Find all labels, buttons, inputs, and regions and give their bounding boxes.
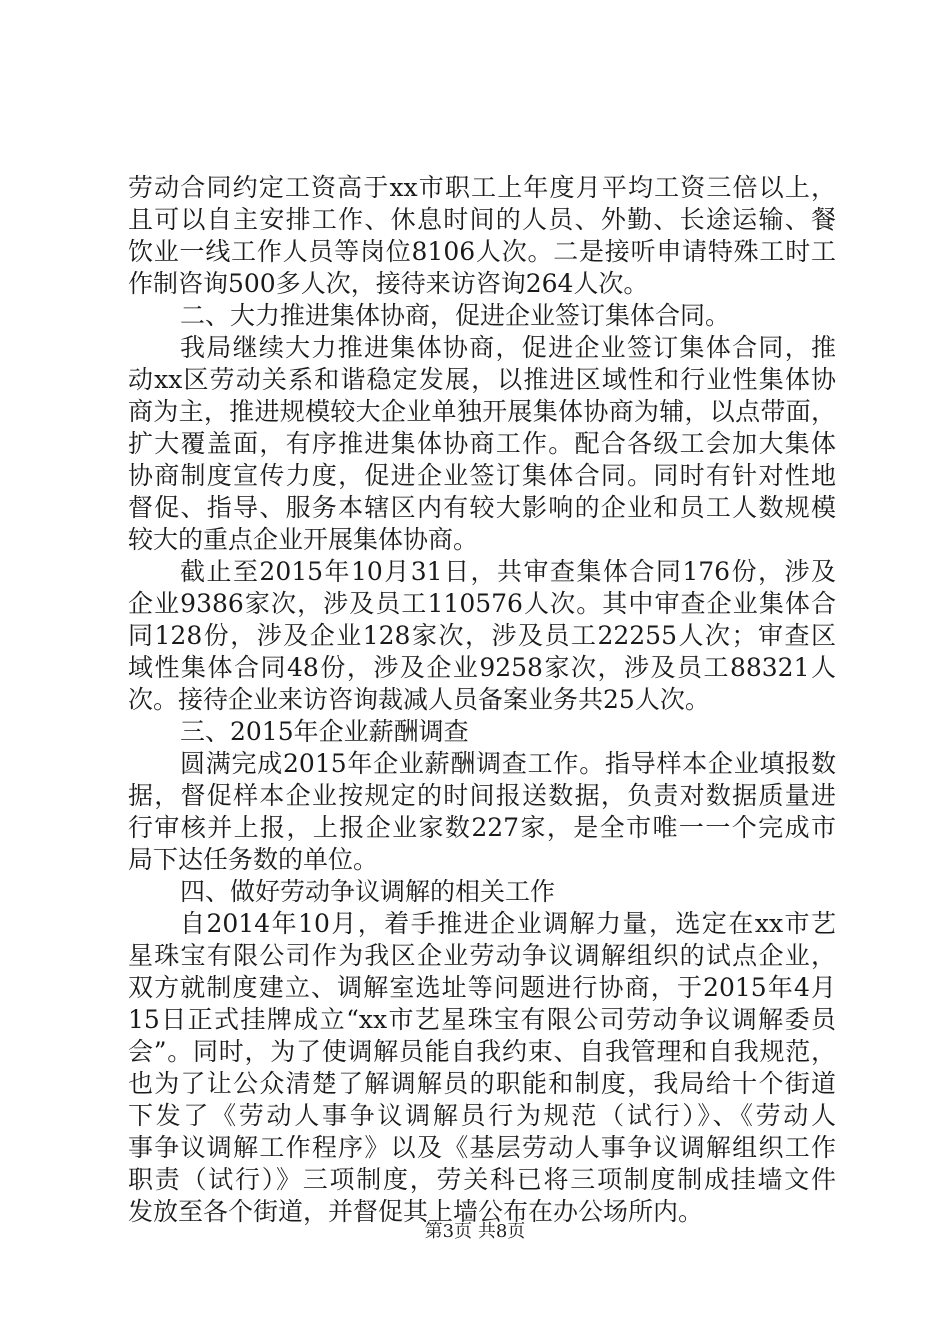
text-line: 且可以自主安排工作、休息时间的人员、外勤、长途运输、餐 xyxy=(128,205,836,234)
text-line: 企业9386家次，涉及员工110576人次。其中审查企业集体合 xyxy=(128,589,836,618)
document-body xyxy=(128,172,836,1228)
text-line: 自2014年10月，着手推进企业调解力量，选定在xx市艺 xyxy=(180,909,836,938)
text-line: 扩大覆盖面，有序推进集体协商工作。配合各级工会加大集体 xyxy=(128,429,836,458)
text-line: 较大的重点企业开展集体协商。 xyxy=(128,525,479,554)
text-line: 同128份，涉及企业128家次，涉及员工22255人次；审查区 xyxy=(128,621,836,650)
text-line: 截止至2015年10月31日，共审查集体合同176份，涉及 xyxy=(180,557,836,586)
text-line: 督促、指导、服务本辖区内有较大影响的企业和员工人数规模 xyxy=(128,493,836,522)
text-line: 作制咨询500多人次，接待来访咨询264人次。 xyxy=(128,269,649,298)
text-line: 劳动合同约定工资高于xx市职工上年度月平均工资三倍以上， xyxy=(128,173,836,202)
text-line: 发放至各个街道，并督促其上墙公布在办公场所内。 xyxy=(128,1197,704,1226)
text-line: 下发了《劳动人事争议调解员行为规范（试行）》、《劳动人 xyxy=(128,1101,836,1130)
text-line: 星珠宝有限公司作为我区企业劳动争议调解组织的试点企业， xyxy=(128,941,836,970)
text-line: 协商制度宣传力度，促进企业签订集体合同。同时有针对性地 xyxy=(128,461,836,490)
text-line: 三、2015年企业薪酬调查 xyxy=(180,717,469,746)
text-line: 商为主，推进规模较大企业单独开展集体协商为辅，以点带面， xyxy=(128,397,836,426)
text-line: 二、大力推进集体协商，促进企业签订集体合同。 xyxy=(180,301,731,330)
page-footer: 第3页 共8页 xyxy=(424,1221,526,1242)
text-line: 行审核并上报，上报企业家数227家，是全市唯一一个完成市 xyxy=(128,813,836,842)
text-line: 会”。同时，为了使调解员能自我约束、自我管理和自我规范， xyxy=(128,1037,836,1066)
text-line: 我局继续大力推进集体协商，促进企业签订集体合同，推 xyxy=(180,333,836,362)
text-line: 饮业一线工作人员等岗位8106人次。二是接听申请特殊工时工 xyxy=(128,237,836,266)
text-line: 也为了让公众清楚了解调解员的职能和制度，我局给十个街道 xyxy=(128,1069,836,1098)
text-line: 次。接待企业来访咨询裁减人员备案业务共25人次。 xyxy=(128,685,710,714)
text-line: 圆满完成2015年企业薪酬调查工作。指导样本企业填报数 xyxy=(180,749,836,778)
text-line: 事争议调解工作程序》以及《基层劳动人事争议调解组织工作 xyxy=(128,1133,836,1162)
text-line: 四、做好劳动争议调解的相关工作 xyxy=(180,877,556,906)
text-line: 据，督促样本企业按规定的时间报送数据，负责对数据质量进 xyxy=(128,781,836,810)
text-line: 双方就制度建立、调解室选址等问题进行协商，于2015年4月 xyxy=(128,973,836,1002)
text-line: 域性集体合同48份，涉及企业9258家次，涉及员工88321人 xyxy=(128,653,836,682)
text-line: 局下达任务数的单位。 xyxy=(128,845,379,874)
text-line: 职责（试行）》三项制度，劳关科已将三项制度制成挂墙文件 xyxy=(128,1165,836,1194)
text-line: 动xx区劳动关系和谐稳定发展，以推进区域性和行业性集体协 xyxy=(128,365,836,394)
text-line: 15日正式挂牌成立“xx市艺星珠宝有限公司劳动争议调解委员 xyxy=(128,1005,836,1034)
